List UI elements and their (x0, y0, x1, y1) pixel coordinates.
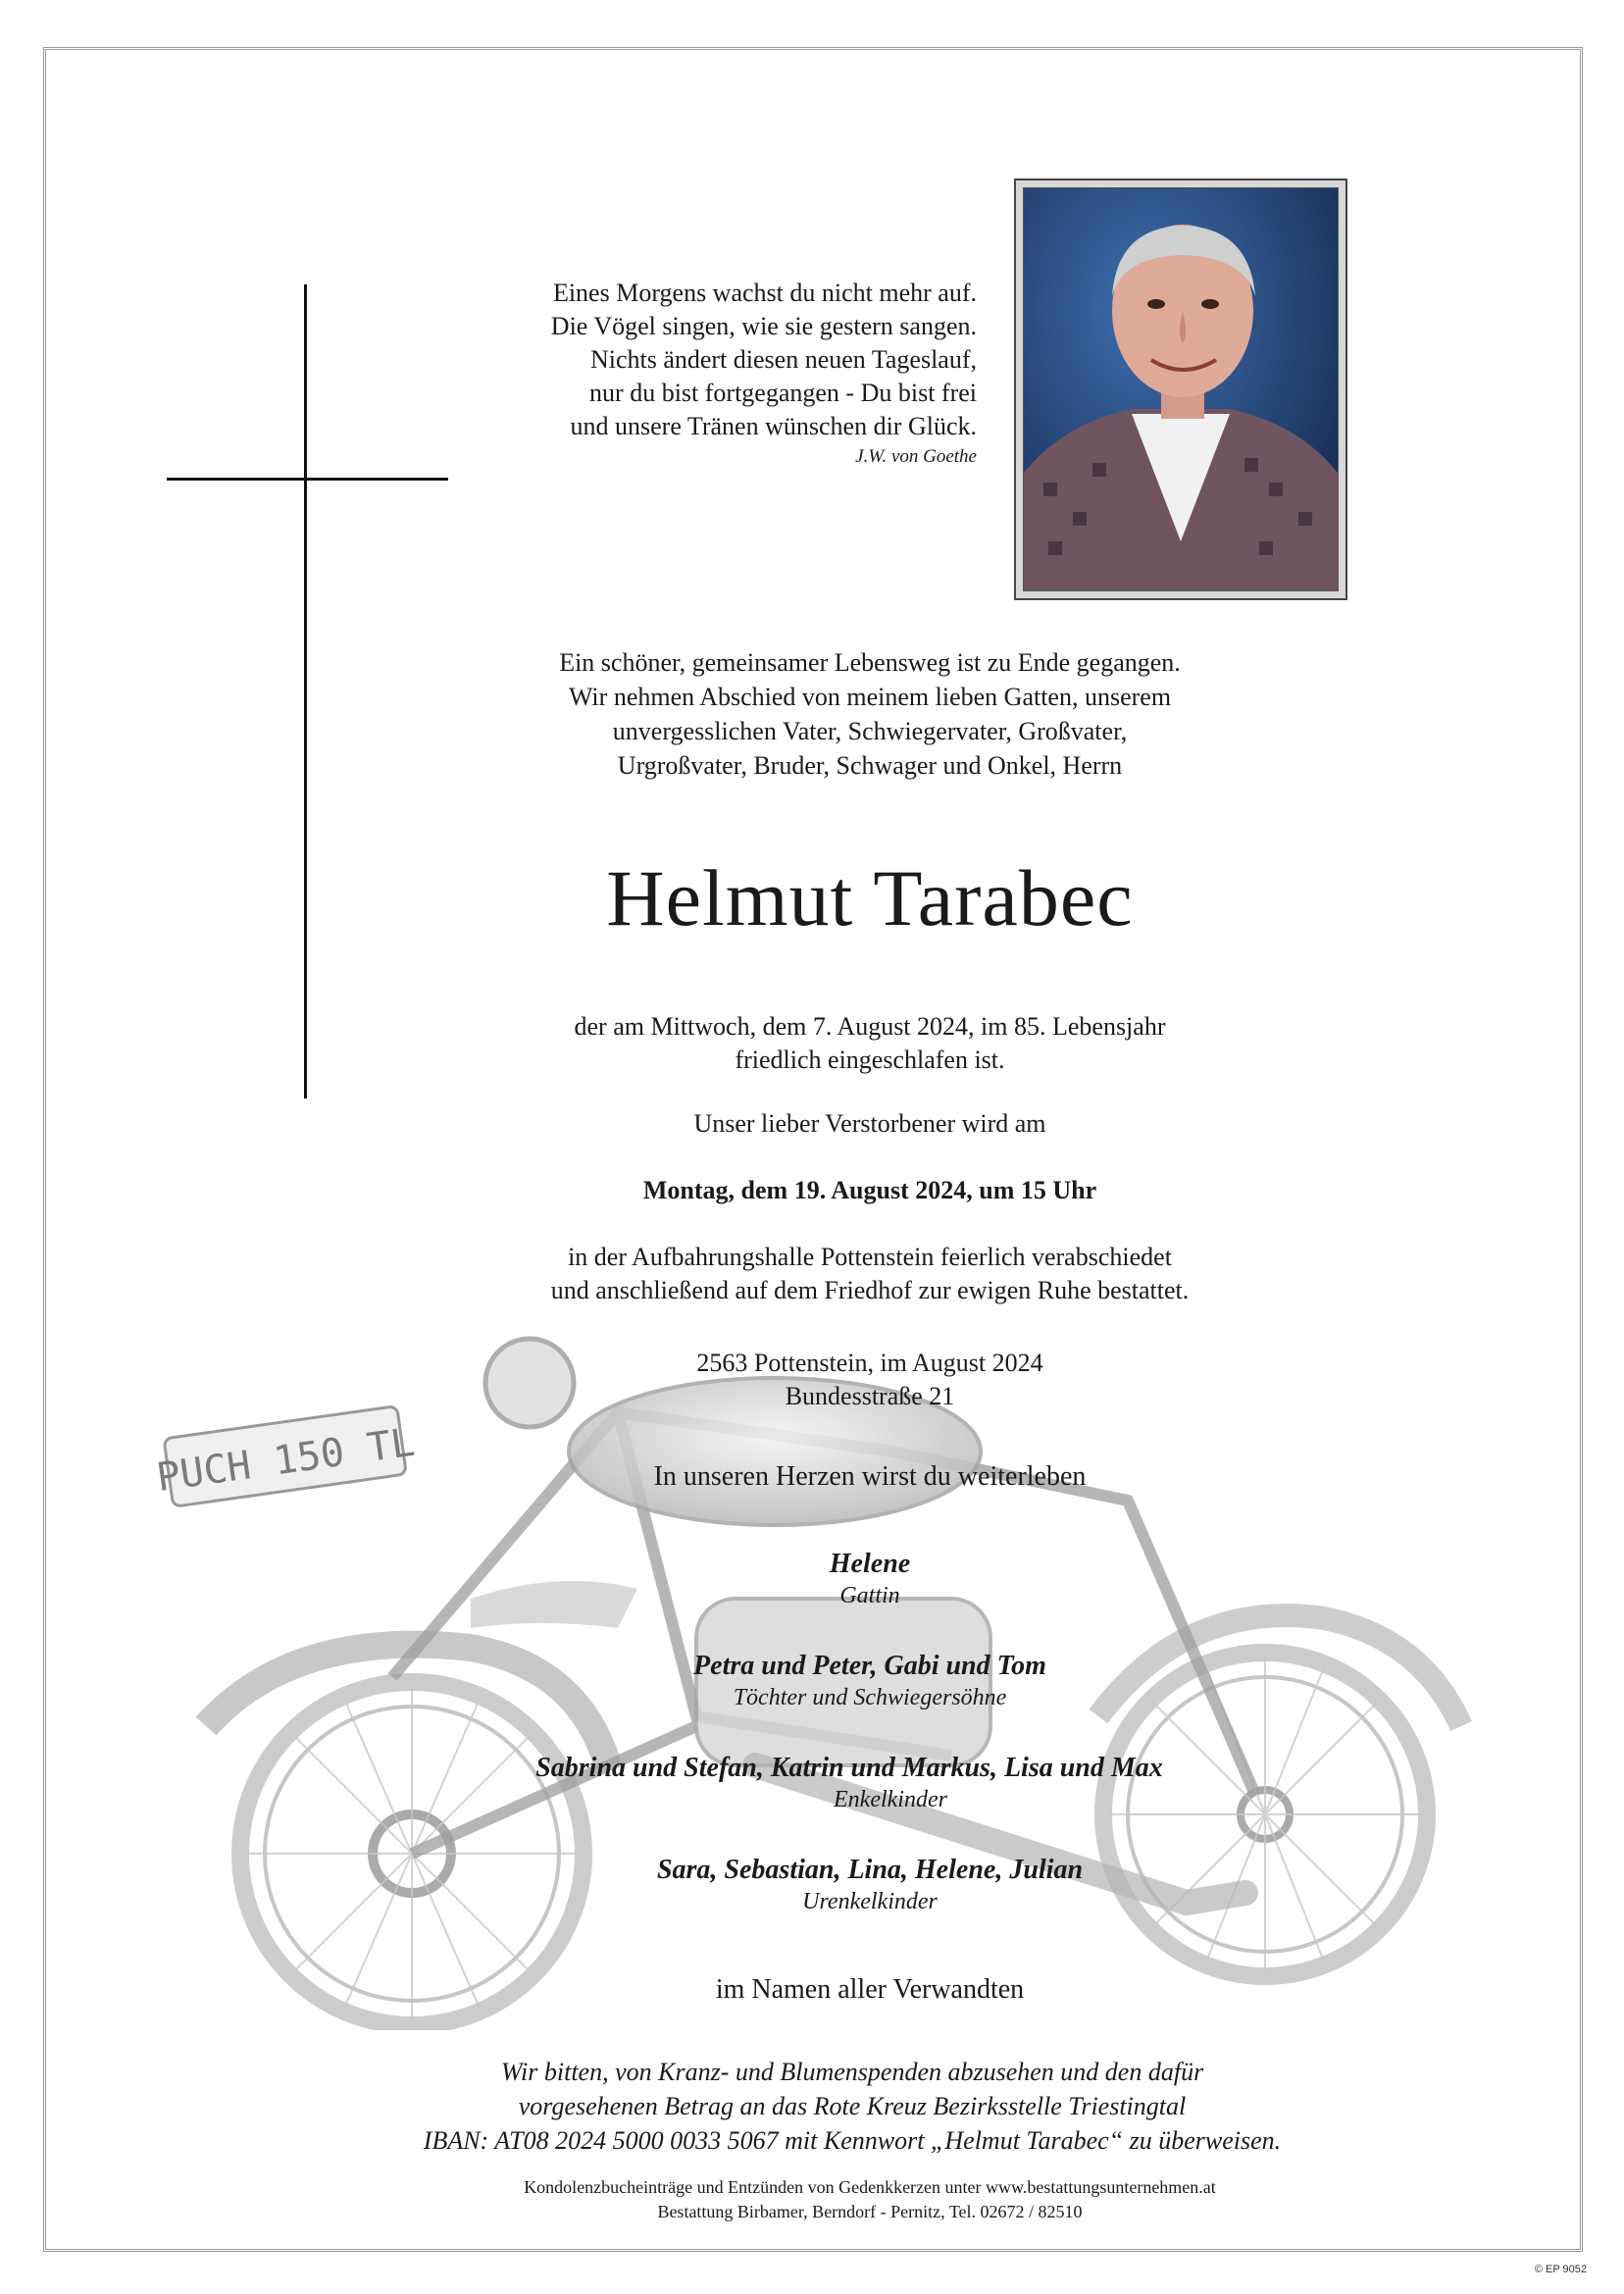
poem-line: Nichts ändert diesen neuen Tageslauf, (589, 345, 977, 374)
intro-line: Ein schöner, gemeinsamer Lebensweg ist zu Ende gegangen. (559, 648, 1181, 677)
footer (0, 2175, 1624, 2224)
family-names: Sara, Sebastian, Lina, Helene, Julian (656, 1855, 1084, 1885)
family-group (0, 1854, 1624, 1916)
family-group (0, 1548, 1624, 1610)
family-names: Sabrina und Stefan, Katrin und Markus, Lisa und Max (535, 1753, 1163, 1783)
intro-line: Urgroßvater, Bruder, Schwager und Onkel, Herrn (617, 751, 1123, 780)
cross-icon-bar (167, 478, 448, 481)
footer-line: Bestattung Birbamer, Berndorf - Pernitz, Tel. 02672 / 82510 (657, 2202, 1083, 2221)
intro-line: unvergesslichen Vater, Schwiegervater, Großvater, (612, 717, 1128, 745)
family-relation: Gattin (839, 1583, 900, 1608)
donation-line: IBAN: AT08 2024 5000 0033 5067 mit Kennwort „Helmut Tarabec“ zu überweisen. (423, 2126, 1282, 2155)
family-group (0, 1650, 1624, 1712)
family-names: Petra und Peter, Gabi und Tom (693, 1651, 1046, 1681)
donation-line: Wir bitten, von Kranz- und Blumenspenden abzusehen und den dafür (500, 2058, 1204, 2086)
family-relation: Töchter und Schwiegersöhne (733, 1685, 1007, 1710)
location (0, 1347, 1624, 1413)
death-info (0, 1010, 1624, 1077)
funeral-place-line: in der Aufbahrungshalle Pottenstein feierlich verabschiedet (568, 1243, 1172, 1271)
poem-line: Eines Morgens wachst du nicht mehr auf. (552, 279, 977, 307)
location-line: 2563 Pottenstein, im August 2024 (696, 1349, 1043, 1377)
family-relation: Urenkelkinder (802, 1889, 938, 1914)
poem-line: Die Vögel singen, wie sie gestern sangen. (550, 312, 977, 340)
donation-note (0, 2055, 1624, 2158)
deceased-name: Helmut Tarabec (606, 853, 1134, 943)
funeral-place-line: und anschließend auf dem Friedhof zur ewigen Ruhe bestattet. (550, 1276, 1190, 1304)
death-line: friedlich eingeschlafen ist. (735, 1045, 1005, 1074)
family-relation: Enkelkinder (834, 1787, 947, 1812)
funeral-intro: Unser lieber Verstorbener wird am (693, 1109, 1046, 1138)
portrait-frame (1014, 178, 1347, 600)
family-group (0, 1752, 1624, 1814)
poem-author: J.W. von Goethe (855, 446, 977, 467)
document-code: © EP 9052 (1534, 2264, 1587, 2275)
family-names: Helene (829, 1549, 911, 1579)
heart-line: In unseren Herzen wirst du weiterleben (653, 1461, 1087, 1492)
location-line: Bundesstraße 21 (785, 1382, 955, 1410)
portrait-photo (1023, 187, 1339, 591)
poem (412, 277, 977, 471)
footer-line: Kondolenzbucheinträge und Entzünden von Gedenkkerzen unter www.bestattungsunternehmen.at (524, 2177, 1216, 2197)
poem-line: nur du bist fortgegangen - Du bist frei (589, 379, 977, 407)
plate-text: PUCH 150 TL (153, 1419, 418, 1502)
funeral-date: Montag, dem 19. August 2024, um 15 Uhr (642, 1176, 1097, 1204)
death-line: der am Mittwoch, dem 7. August 2024, im 85. Lebensjahr (574, 1012, 1166, 1041)
donation-line: vorgesehenen Betrag an das Rote Kreuz Bezirksstelle Triestingtal (518, 2092, 1187, 2120)
funeral-place (0, 1241, 1624, 1307)
poem-line: und unsere Tränen wünschen dir Glück. (570, 412, 977, 440)
relatives-line: im Namen aller Verwandten (715, 1974, 1025, 2005)
intro-line: Wir nehmen Abschied von meinem lieben Gatten, unserem (568, 683, 1172, 711)
intro-text (0, 645, 1624, 783)
